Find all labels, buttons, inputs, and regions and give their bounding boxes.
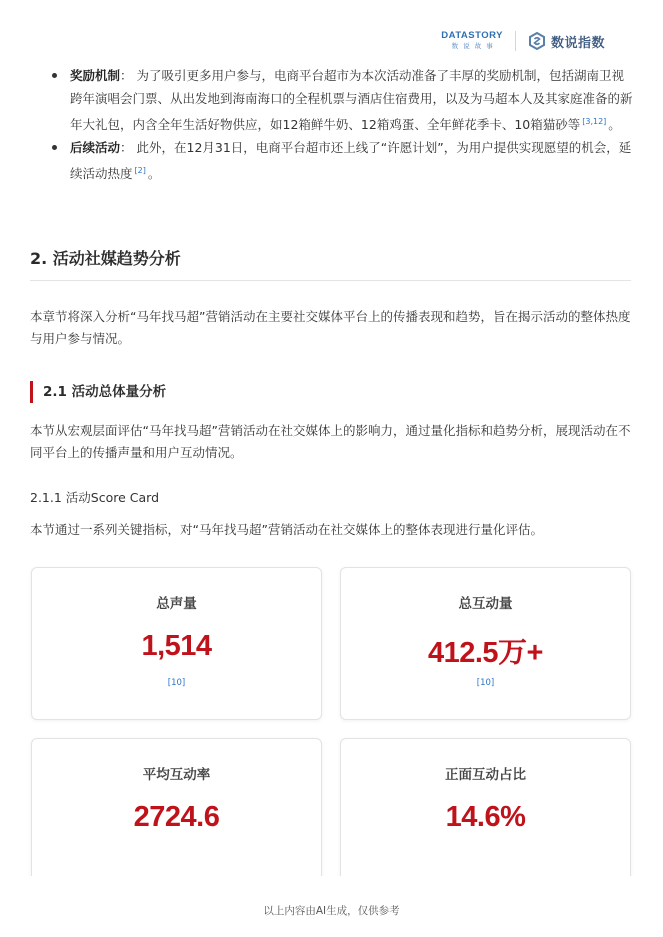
subsubsection-heading: 2.1.1 活动Score Card <box>30 490 160 505</box>
subsection-intro: 本节从宏观层面评估“马年找马超”营销活动在社交媒体上的影响力，通过量化指标和趋势分析，展现活动在不同平台上的传播声量和用户互动情况。 <box>30 423 631 460</box>
score-card-title: 总声量 <box>156 596 197 612</box>
subsection-heading: 2.1 活动总体量分析 <box>30 381 166 403</box>
score-card-title: 正面互动占比 <box>445 767 526 783</box>
list-item <box>48 64 634 136</box>
bullet-title: 后续活动 <box>70 140 121 155</box>
brand-hexagon-icon <box>528 32 546 50</box>
bullet-text: ： 此外，在12月31日，电商平台超市还上线了“许愿计划”，为用户提供实现愿望的机会，延续活动热度 <box>70 140 632 181</box>
datastory-logo-sub: 数说故事 <box>451 42 498 50</box>
score-card <box>31 567 322 720</box>
brand-logo <box>528 32 605 51</box>
score-card <box>340 567 631 720</box>
header-divider <box>515 31 516 51</box>
bullet-title: 奖励机制 <box>70 68 121 83</box>
score-card-value: 412.5万+ <box>427 637 543 669</box>
section-heading: 2. 活动社媒趋势分析 <box>30 249 181 268</box>
page-cut-mask <box>0 876 663 896</box>
bullet-list <box>48 64 634 185</box>
section-divider <box>30 280 631 281</box>
bullet-end: 。 <box>147 166 161 181</box>
score-card-title: 平均互动率 <box>142 767 211 783</box>
citation-link[interactable]: [2] <box>134 166 146 175</box>
subsubsection-intro: 本节通过一系列关键指标，对“马年找马超”营销活动在社交媒体上的整体表现进行量化评估。 <box>30 522 543 537</box>
list-item <box>48 136 634 185</box>
score-card <box>31 738 322 888</box>
bullet-dot <box>52 73 57 78</box>
brand-name: 数说指数 <box>550 35 605 51</box>
datastory-logo-word: DATASTORY <box>441 30 503 41</box>
citation-link[interactable]: [10] <box>476 678 495 688</box>
score-card-value: 2724.6 <box>133 801 220 833</box>
citation-link[interactable]: [3,12] <box>582 117 607 126</box>
score-card <box>340 738 631 888</box>
bullet-dot <box>52 145 57 150</box>
ai-disclaimer: 以上内容由AI生成，仅供参考 <box>263 905 400 917</box>
score-card-value: 14.6% <box>445 801 526 833</box>
datastory-logo <box>441 31 503 51</box>
score-card-value: 1,514 <box>141 630 212 662</box>
score-card-title: 总互动量 <box>458 596 513 612</box>
citation-link[interactable]: [10] <box>167 678 186 688</box>
bullet-text: ： 为了吸引更多用户参与，电商平台超市为本次活动准备了丰厚的奖励机制，包括湖南卫视跨年演唱会门票、从出发地到海南海口的全程机票与酒店住宿费用，以及为马超本人及其家庭准备的新年大礼包，内含全年生活好物供应，如12箱鲜牛奶、12箱鸡蛋、全年鲜花季卡、10箱猫砂等 <box>70 68 633 132</box>
page-header <box>441 28 605 54</box>
bullet-end: 。 <box>608 117 621 132</box>
section-intro: 本章节将深入分析“马年找马超”营销活动在主要社交媒体平台上的传播表现和趋势，旨在揭示活动的整体热度与用户参与情况。 <box>30 309 631 346</box>
